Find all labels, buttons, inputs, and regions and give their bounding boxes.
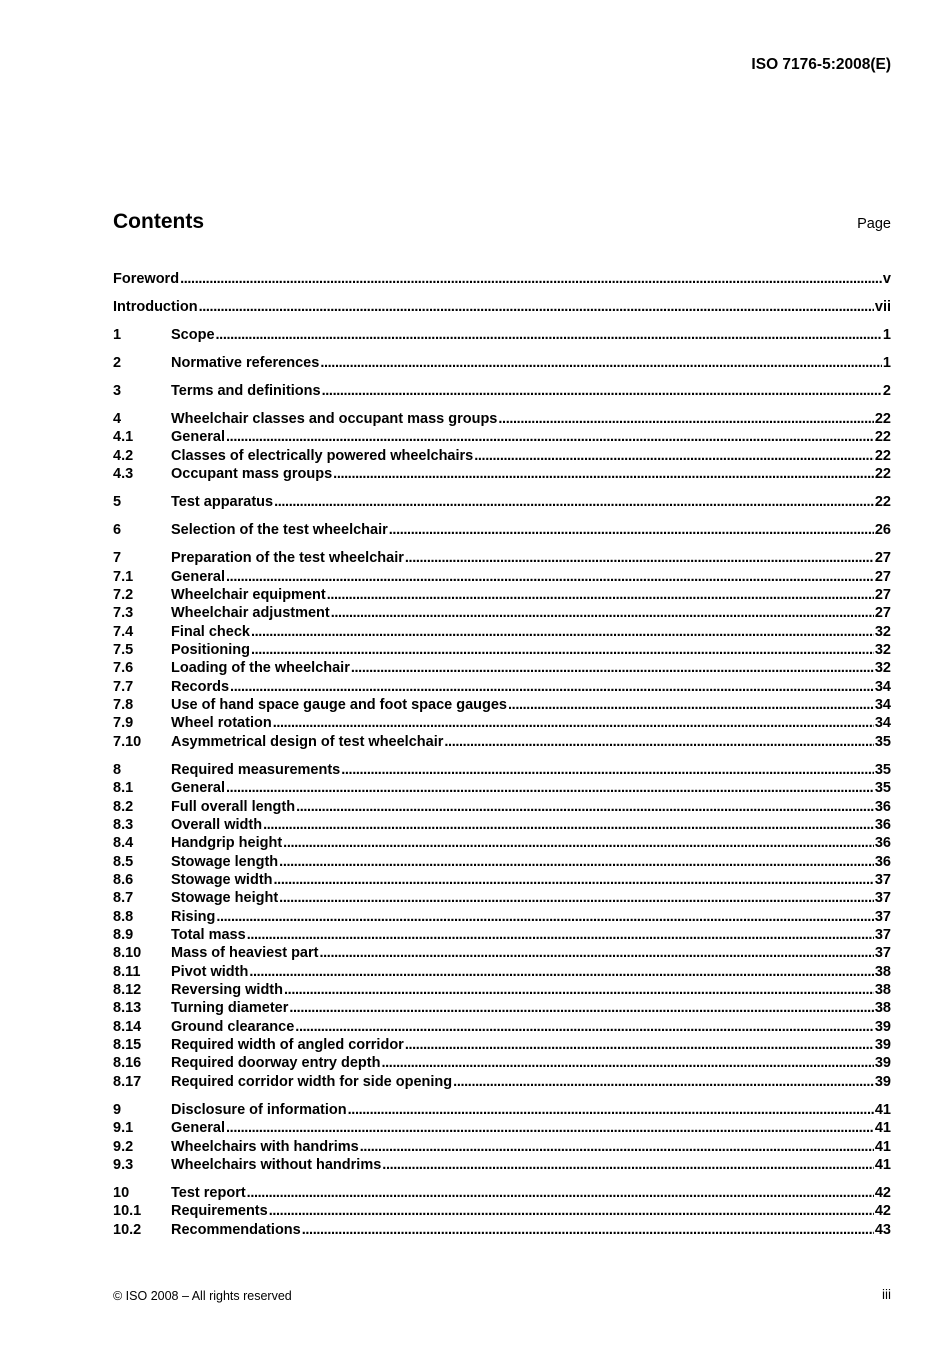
toc-entry[interactable] (113, 326, 891, 344)
toc-entry-title: Selection of the test wheelchair (171, 522, 388, 538)
toc-entry-page: 39 (874, 1074, 891, 1090)
toc-dot-leader (453, 1073, 874, 1091)
toc-entry[interactable] (113, 623, 891, 641)
toc-entry-page: 39 (874, 1037, 891, 1053)
toc-entry[interactable] (113, 641, 891, 659)
toc-entry-title: Overall width (171, 817, 263, 833)
toc-entry[interactable] (113, 816, 891, 834)
toc-dot-leader (474, 447, 874, 465)
toc-entry-title: Total mass (171, 927, 246, 943)
toc-dot-leader (284, 981, 874, 999)
toc-entry-title: General (171, 569, 225, 585)
toc-entry-page: 37 (874, 872, 891, 888)
toc-entry[interactable] (113, 733, 891, 751)
toc-entry-number: 7.4 (113, 624, 134, 640)
toc-entry-page: 27 (874, 550, 891, 566)
toc-entry-page: 39 (874, 1055, 891, 1071)
toc-entry-title: Wheelchair adjustment (171, 605, 330, 621)
toc-dot-leader (216, 326, 882, 344)
toc-dot-leader (341, 761, 874, 779)
document-id: ISO 7176-5:2008(E) (751, 56, 891, 73)
contents-title: Contents (113, 210, 204, 233)
toc-entry-title: Rising (171, 909, 216, 925)
toc-entry-title: Scope (171, 327, 215, 343)
toc-entry[interactable] (113, 298, 891, 316)
toc-entry-page: 38 (874, 964, 891, 980)
toc-entry-number: 7.5 (113, 642, 134, 658)
toc-entry-page: 37 (874, 945, 891, 961)
toc-entry-number: 8.4 (113, 835, 134, 851)
toc-entry-title: Recommendations (171, 1222, 301, 1238)
toc-entry-title: Positioning (171, 642, 250, 658)
toc-entry-number: 8.17 (113, 1074, 142, 1090)
toc-entry-page: 34 (874, 679, 891, 695)
toc-entry-title: Pivot width (171, 964, 249, 980)
toc-entry[interactable] (113, 761, 891, 779)
toc-dot-leader (389, 521, 874, 539)
toc-entry-title: Required measurements (171, 762, 341, 778)
toc-entry-page: 37 (874, 890, 891, 906)
toc-entry-page: 22 (874, 466, 891, 482)
toc-entry-title: Reversing width (171, 982, 283, 998)
toc-entry[interactable] (113, 834, 891, 852)
toc-entry-title: Stowage width (171, 872, 273, 888)
toc-entry[interactable] (113, 270, 891, 288)
toc-entry-number: 5 (113, 494, 122, 510)
toc-entry[interactable] (113, 926, 891, 944)
toc-entry-number: 8.3 (113, 817, 134, 833)
toc-entry-page: 37 (874, 927, 891, 943)
toc-dot-leader (199, 298, 874, 316)
toc-entry-title: Normative references (171, 355, 320, 371)
toc-entry-title: Occupant mass groups (171, 466, 333, 482)
toc-dot-leader (320, 354, 882, 372)
toc-entry[interactable] (113, 678, 891, 696)
toc-entry-title: Wheelchair classes and occupant mass groups (171, 411, 498, 427)
toc-entry-number: 4.3 (113, 466, 134, 482)
toc-dot-leader (382, 1156, 874, 1174)
toc-entry[interactable] (113, 853, 891, 871)
toc-entry-title: Required width of angled corridor (171, 1037, 404, 1053)
toc-dot-leader (302, 1221, 874, 1239)
toc-dot-leader (251, 641, 874, 659)
toc-entry-number: 7.9 (113, 715, 134, 731)
toc-entry-page: 41 (874, 1157, 891, 1173)
toc-entry-number: 7.8 (113, 697, 134, 713)
toc-entry[interactable] (113, 1073, 891, 1091)
toc-entry-number: 6 (113, 522, 122, 538)
toc-entry-page: 36 (874, 854, 891, 870)
toc-entry[interactable] (113, 1101, 891, 1119)
toc-entry-title: Final check (171, 624, 250, 640)
toc-entry-title: Test apparatus (171, 494, 274, 510)
toc-dot-leader (279, 853, 874, 871)
toc-entry-page: 32 (874, 660, 891, 676)
toc-entry-number: 7.10 (113, 734, 142, 750)
toc-entry-number: 10 (113, 1185, 130, 1201)
toc-entry-number: 7 (113, 550, 122, 566)
toc-entry[interactable] (113, 1119, 891, 1137)
toc-entry-number: 8.11 (113, 964, 141, 980)
toc-entry-number: 9.2 (113, 1139, 134, 1155)
toc-dot-leader (251, 623, 874, 641)
toc-dot-leader (283, 834, 874, 852)
toc-entry-title: Asymmetrical design of test wheelchair (171, 734, 444, 750)
toc-entry[interactable] (113, 568, 891, 586)
toc-dot-leader (263, 816, 874, 834)
toc-entry[interactable] (113, 354, 891, 372)
toc-entry-number: 4.1 (113, 429, 134, 445)
toc-entry-page: 36 (874, 835, 891, 851)
toc-entry-number: 9.1 (113, 1120, 134, 1136)
toc-entry-title: Classes of electrically powered wheelchairs (171, 448, 474, 464)
toc-entry[interactable] (113, 908, 891, 926)
toc-entry-number: 8.5 (113, 854, 134, 870)
toc-entry-page: 36 (874, 817, 891, 833)
toc-entry-page: 1 (882, 355, 891, 371)
toc-entry-number: 4.2 (113, 448, 134, 464)
toc-dot-leader (274, 493, 874, 511)
toc-entry-title: Stowage height (171, 890, 279, 906)
toc-entry-page: 32 (874, 642, 891, 658)
toc-dot-leader (319, 944, 873, 962)
toc-entry-title: Records (171, 679, 230, 695)
toc-entry-title: General (171, 1120, 225, 1136)
toc-entry[interactable] (113, 382, 891, 400)
toc-entry-number: 7.2 (113, 587, 134, 603)
toc-entry-page: 42 (874, 1185, 891, 1201)
toc-entry-page: 34 (874, 715, 891, 731)
toc-entry-number: 9.3 (113, 1157, 134, 1173)
toc-entry-page: 27 (874, 587, 891, 603)
toc-entry[interactable] (113, 1138, 891, 1156)
toc-entry-title: Requirements (171, 1203, 268, 1219)
toc-entry-number: 1 (113, 327, 122, 343)
toc-entry-number: 10.1 (113, 1203, 142, 1219)
toc-entry-title: Turning diameter (171, 1000, 289, 1016)
toc-entry-page: 41 (874, 1120, 891, 1136)
toc-dot-leader (230, 678, 874, 696)
toc-dot-leader (360, 1138, 874, 1156)
toc-entry[interactable] (113, 999, 891, 1017)
toc-dot-leader (247, 926, 874, 944)
toc-entry-page: 43 (874, 1222, 891, 1238)
toc-entry-number: 8.15 (113, 1037, 142, 1053)
toc-entry-title: General (171, 429, 225, 445)
toc-entry-title: Mass of heaviest part (171, 945, 319, 961)
toc-entry-number: 8.2 (113, 799, 134, 815)
toc-entry-title: Handgrip height (171, 835, 283, 851)
toc-dot-leader (508, 696, 874, 714)
toc-entry[interactable] (113, 963, 891, 981)
toc-dot-leader (405, 549, 874, 567)
toc-entry-title: General (171, 780, 225, 796)
toc-entry-title: Wheelchair equipment (171, 587, 326, 603)
toc-entry-page: 22 (874, 411, 891, 427)
toc-dot-leader (226, 779, 874, 797)
toc-entry-page: 34 (874, 697, 891, 713)
toc-entry-title: Ground clearance (171, 1019, 295, 1035)
toc-entry[interactable] (113, 604, 891, 622)
toc-entry-page: 35 (874, 734, 891, 750)
toc-entry-number: 8.13 (113, 1000, 142, 1016)
toc-entry[interactable] (113, 779, 891, 797)
toc-entry-title: Stowage length (171, 854, 279, 870)
toc-entry[interactable] (113, 410, 891, 428)
toc-dot-leader (216, 908, 874, 926)
toc-entry-title: Terms and definitions (171, 383, 321, 399)
toc-entry-page: 32 (874, 624, 891, 640)
toc-entry-page: 42 (874, 1203, 891, 1219)
toc-dot-leader (180, 270, 882, 288)
toc-entry-page: 22 (874, 429, 891, 445)
toc-dot-leader (269, 1202, 874, 1220)
toc-entry[interactable] (113, 1221, 891, 1239)
toc-entry[interactable] (113, 871, 891, 889)
toc-dot-leader (226, 1119, 874, 1137)
toc-entry-page: 22 (874, 494, 891, 510)
toc-entry-number: 7.7 (113, 679, 134, 695)
toc-entry-page: 27 (874, 605, 891, 621)
toc-entry[interactable] (113, 586, 891, 604)
toc-entry-number: 8.10 (113, 945, 142, 961)
toc-dot-leader (348, 1101, 874, 1119)
toc-entry-number: 2 (113, 355, 122, 371)
page-column-label: Page (857, 216, 891, 232)
toc-entry-page: 38 (874, 1000, 891, 1016)
toc-entry[interactable] (113, 1156, 891, 1174)
toc-dot-leader (226, 568, 874, 586)
toc-entry-title: Wheel rotation (171, 715, 272, 731)
toc-entry[interactable] (113, 696, 891, 714)
toc-dot-leader (322, 382, 882, 400)
toc-entry-page: 27 (874, 569, 891, 585)
toc-entry-title: Foreword (113, 271, 180, 287)
toc-entry[interactable] (113, 549, 891, 567)
toc-entry-page: 35 (874, 762, 891, 778)
toc-dot-leader (296, 798, 874, 816)
toc-dot-leader (381, 1054, 873, 1072)
toc-entry-number: 10.2 (113, 1222, 142, 1238)
toc-entry[interactable] (113, 493, 891, 511)
toc-dot-leader (289, 999, 874, 1017)
toc-dot-leader (226, 428, 874, 446)
toc-entry-page: 22 (874, 448, 891, 464)
toc-entry-title: Use of hand space gauge and foot space gauges (171, 697, 507, 713)
toc-entry[interactable] (113, 944, 891, 962)
toc-dot-leader (274, 871, 874, 889)
toc-entry-page: 41 (874, 1139, 891, 1155)
toc-entry-title: Required corridor width for side opening (171, 1074, 453, 1090)
toc-dot-leader (351, 659, 874, 677)
toc-entry-page: 2 (882, 383, 891, 399)
toc-dot-leader (331, 604, 874, 622)
toc-entry[interactable] (113, 447, 891, 465)
toc-entry-number: 7.1 (113, 569, 134, 585)
toc-entry[interactable] (113, 889, 891, 907)
toc-entry-page: 1 (882, 327, 891, 343)
toc-dot-leader (295, 1018, 874, 1036)
toc-entry[interactable] (113, 1018, 891, 1036)
toc-entry-title: Full overall length (171, 799, 296, 815)
toc-dot-leader (247, 1184, 874, 1202)
toc-dot-leader (498, 410, 873, 428)
toc-entry-title: Disclosure of information (171, 1102, 347, 1118)
toc-entry-number: 8.9 (113, 927, 134, 943)
toc-entry-title: Introduction (113, 299, 198, 315)
toc-dot-leader (327, 586, 874, 604)
toc-entry-page: 26 (874, 522, 891, 538)
toc-entry[interactable] (113, 1036, 891, 1054)
page-number: iii (882, 1287, 891, 1302)
toc-entry-page: vii (874, 299, 891, 315)
toc-entry[interactable] (113, 798, 891, 816)
toc-entry-number: 8.6 (113, 872, 134, 888)
toc-entry[interactable] (113, 1184, 891, 1202)
toc-entry-page: 36 (874, 799, 891, 815)
toc-entry[interactable] (113, 521, 891, 539)
toc-entry-number: 8.12 (113, 982, 142, 998)
toc-entry-number: 9 (113, 1102, 122, 1118)
toc-entry-page: 38 (874, 982, 891, 998)
toc-entry-number: 8.1 (113, 780, 134, 796)
toc-dot-leader (333, 465, 874, 483)
toc-entry-title: Test report (171, 1185, 246, 1201)
toc-entry[interactable] (113, 465, 891, 483)
toc-entry-number: 7.3 (113, 605, 134, 621)
toc-dot-leader (273, 714, 874, 732)
toc-entry-title: Wheelchairs without handrims (171, 1157, 382, 1173)
toc-entry-number: 8.7 (113, 890, 134, 906)
toc-entry-page: 41 (874, 1102, 891, 1118)
copyright-notice: © ISO 2008 – All rights reserved (113, 1289, 292, 1303)
toc-entry[interactable] (113, 659, 891, 677)
toc-entry-number: 8.14 (113, 1019, 142, 1035)
toc-dot-leader (405, 1036, 874, 1054)
toc-entry-number: 7.6 (113, 660, 134, 676)
toc-entry-number: 8 (113, 762, 122, 778)
toc-entry-page: 39 (874, 1019, 891, 1035)
toc-dot-leader (444, 733, 873, 751)
toc-entry[interactable] (113, 1202, 891, 1220)
toc-entry-page: 37 (874, 909, 891, 925)
toc-entry-page: 35 (874, 780, 891, 796)
toc-entry-title: Required doorway entry depth (171, 1055, 381, 1071)
toc-entry-page: v (882, 271, 891, 287)
toc-entry[interactable] (113, 1054, 891, 1072)
toc-entry-number: 8.16 (113, 1055, 142, 1071)
toc-entry-title: Preparation of the test wheelchair (171, 550, 404, 566)
toc-entry-number: 4 (113, 411, 122, 427)
toc-entry-title: Loading of the wheelchair (171, 660, 350, 676)
toc-dot-leader (279, 889, 874, 907)
toc-entry-title: Wheelchairs with handrims (171, 1139, 359, 1155)
toc-entry[interactable] (113, 428, 891, 446)
toc-entry-number: 8.8 (113, 909, 134, 925)
toc-entry-number: 3 (113, 383, 122, 399)
toc-entry[interactable] (113, 981, 891, 999)
toc-entry[interactable] (113, 714, 891, 732)
toc-dot-leader (249, 963, 874, 981)
